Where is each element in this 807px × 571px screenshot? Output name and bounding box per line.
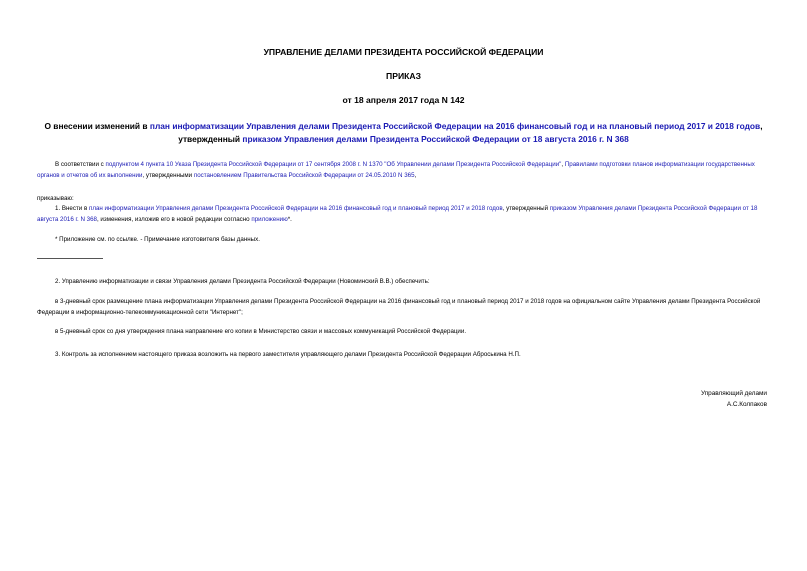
preamble-text-4: ,: [414, 172, 417, 179]
preamble-text-2: ,: [561, 161, 565, 168]
preamble-text-1: В соответствии с: [55, 161, 106, 168]
preamble-link-resolution[interactable]: постановлением Правительства Российской Федерации от 24.05.2010 N 365: [193, 172, 415, 179]
item-2a: в 3-дневный срок размещение плана информатизации Управления делами Президента Российской Федерации на 2016 финансовый год и плановый период 2017 и 2018 годов на официальном сайте Управления делами Президента Российской Федерации в информационно-телекоммуникационной сети "Интернет";: [37, 298, 761, 316]
doc-type-heading: ПРИКАЗ: [386, 71, 421, 81]
item-3: 3. Контроль за исполнением настоящего приказа возложить на первого заместителя управляющего делами Президента Российской Федерации Аброськина Н.П.: [55, 351, 521, 358]
item-2b: в 5-дневный срок со дня утверждения плана направление его копии в Министерство связи и массовых коммуникаций Российской Федерации.: [55, 328, 467, 335]
preamble-text-3: , утвержденными: [142, 172, 194, 179]
item-1-link-order[interactable]: приказом Управления делами Президента Российской Федерации от 18 августа 2016 г. N 368: [37, 205, 758, 223]
item-1-text-1: 1. Внести в: [55, 205, 89, 212]
title-link-order[interactable]: приказом Управления делами Президента Российской Федерации от 18 августа 2016 г. N 368: [242, 134, 629, 144]
item-1-text-4: *.: [287, 216, 292, 223]
preamble-paragraph: [37, 159, 769, 181]
item-1-link-appendix[interactable]: приложению: [251, 216, 288, 223]
preamble-link-rules[interactable]: Правилами подготовки планов информатизации государственных органов и отчетов об их выполнении: [37, 161, 755, 179]
footnote: * Приложение см. по ссылке. - Примечание изготовителя базы данных.: [55, 236, 260, 243]
signature-name: А.С.Колпаков: [726, 401, 767, 408]
item-2: 2. Управлению информатизации и связи Управления делами Президента Российской Федерации (Новоминский В.В.) обеспечить:: [55, 278, 430, 285]
signature-position: Управляющий делами: [700, 390, 767, 397]
doc-date-number: от 18 апреля 2017 года N 142: [342, 95, 465, 105]
item-1-link-plan[interactable]: план информатизации Управления делами Президента Российской Федерации на 2016 финансовый год и плановый период 2017 и 2018 годов: [88, 205, 503, 212]
preamble-link-decree[interactable]: подпунктом 4 пункта 10 Указа Президента Российской Федерации от 17 сентября 2008 г. N 1370 "Об Управлении делами Президента Российской Федерации": [105, 161, 562, 168]
footnote-divider: [37, 258, 103, 259]
item-1-text-3: , изменения, изложив его в новой редакции согласно: [96, 216, 252, 223]
title-prefix: О внесении изменений в: [44, 121, 150, 131]
title-link-plan[interactable]: план информатизации Управления делами Президента Российской Федерации на 2016 финансовый год и на плановый период 2017 и 2018 годов: [149, 121, 761, 131]
org-heading: УПРАВЛЕНИЕ ДЕЛАМИ ПРЕЗИДЕНТА РОССИЙСКОЙ ФЕДЕРАЦИИ: [263, 47, 544, 57]
item-1-text-2: , утвержденный: [502, 205, 550, 212]
title-middle: , утвержденный: [178, 121, 763, 144]
item-1-paragraph: [37, 203, 769, 225]
document-title: [30, 120, 777, 146]
order-word: приказываю:: [37, 195, 74, 202]
